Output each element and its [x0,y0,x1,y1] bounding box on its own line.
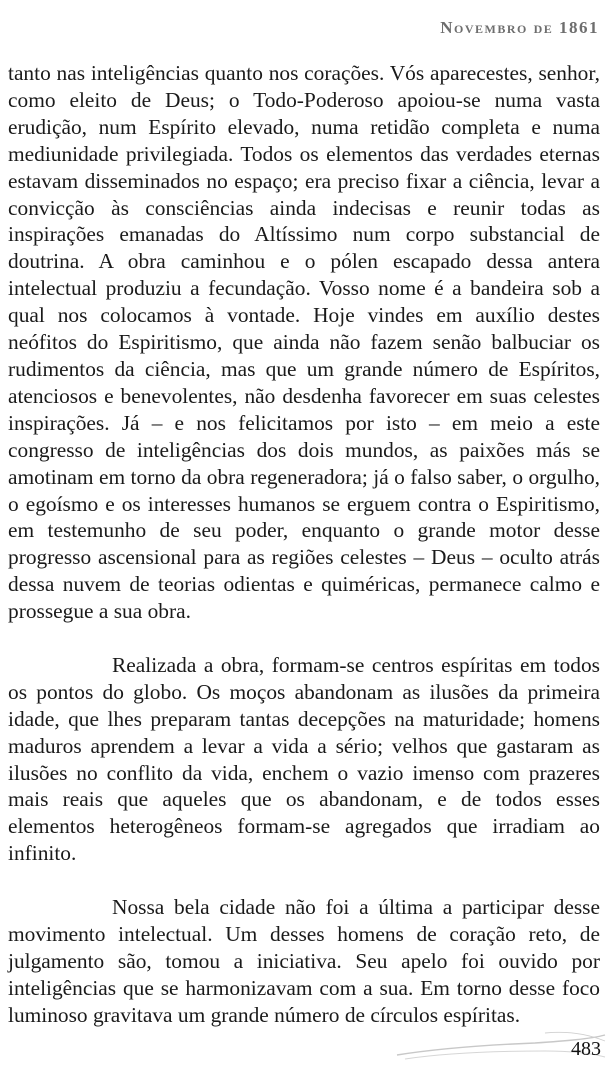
page-number: 483 [571,1038,601,1060]
paragraph-1: tanto nas inteligências quanto nos corações. Vós aparecestes, senhor, como eleito de Deus; o Todo-Poderoso apoiou-se numa vasta erudição, num Espírito elevado, numa retidão completa e numa mediunidade privilegiada. Todos os elementos das verdades eternas estavam disseminados no espaço; era preciso fixar a ciência, levar a convicção às consciências ainda indecisas e reunir todas as inspirações emanadas do Altíssimo num corpo substancial de doutrina. A obra caminhou e o pólen escapado dessa antera intelectual produziu a fecundação. Vosso nome é a bandeira sob a qual nos colocamos à vontade. Hoje vindes em auxílio destes neófitos do Espiritismo, que ainda não fazem senão balbuciar os rudimentos da ciência, mas que um grande número de Espíritos, atenciosos e benevolentes, não desdenha favorecer em suas celestes inspirações. Já – e nos felicitamos por isto – em meio a este congresso de inteligências dos dois mundos, as paixões más se amotinam em torno da obra regeneradora; já o falso saber, o orgulho, o egoísmo e os interesses humanos se erguem contra o Espiritismo, em testemunho de seu poder, enquanto o grande motor desse progresso ascensional para as regiões celestes – Deus – oculto atrás dessa nuvem de teorias odientas e quiméricas, permanece calmo e prossegue a sua obra. [8,61,600,624]
paragraph-2: Realizada a obra, formam-se centros espíritas em todos os pontos do globo. Os moços abandonam as ilusões da primeira idade, que lhes preparam tantas decepções na maturidade; homens maduros aprendem a levar a vida a sério; velhos que gastaram as ilusões no conflito da vida, enchem o vazio imenso com prazeres mais reais que aqueles que os abandonam, e de todos esses elementos heterogêneos formam-se agregados que irradiam ao infinito. [8,652,600,866]
body-text [8,60,600,1029]
paragraph-3: Nossa bela cidade não foi a última a participar desse movimento intelectual. Um desses homens de coração reto, de julgamento são, tomou a iniciativa. Seu apelo foi ouvido por inteligências que se harmonizavam com a sua. Em torno desse foco luminoso gravitava um grande número de círculos espíritas. [8,895,600,1027]
running-header: Novembro de 1861 [440,18,599,37]
